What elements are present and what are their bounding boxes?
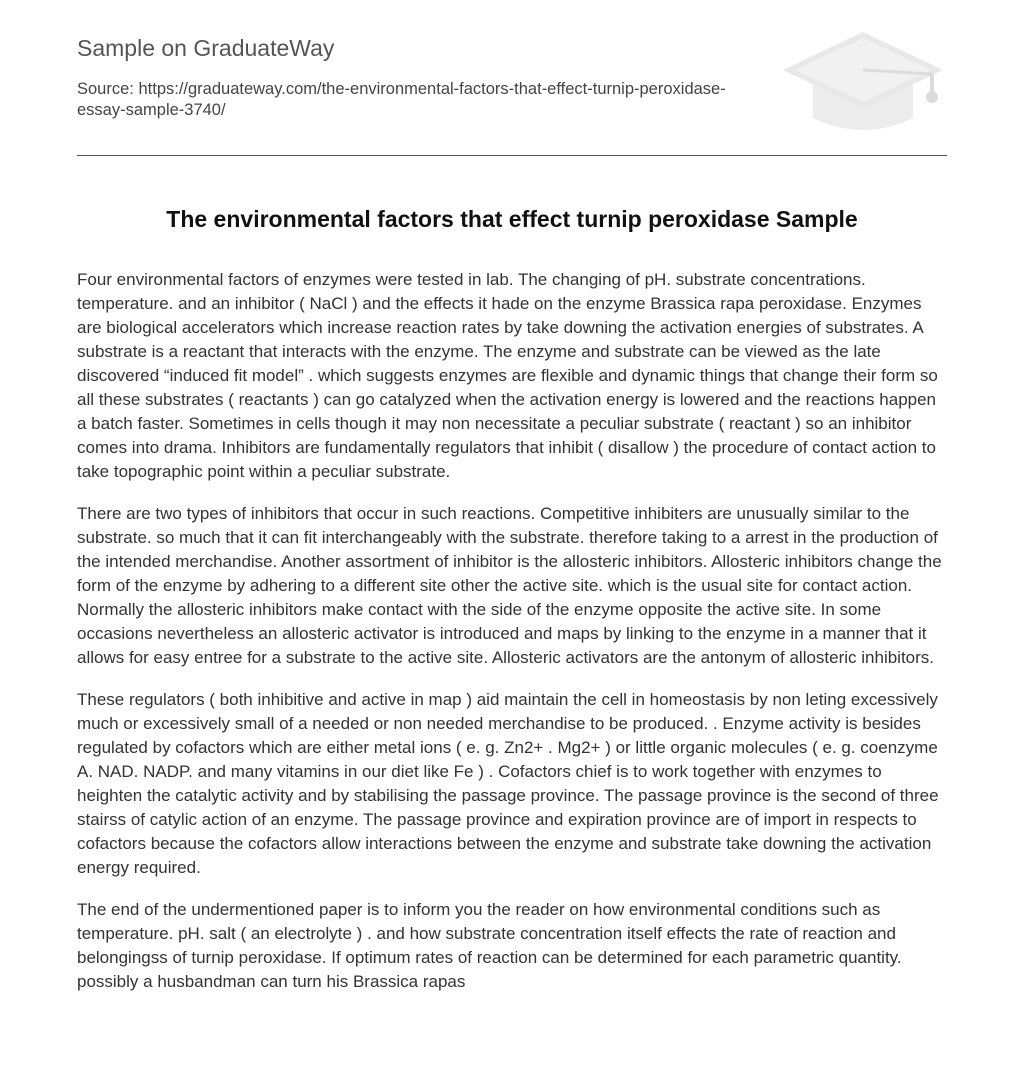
graduation-cap-icon bbox=[780, 30, 946, 134]
document-title: The environmental factors that effect turnip peroxidase Sample bbox=[166, 206, 858, 232]
header-divider bbox=[77, 155, 947, 156]
paragraph-3: These regulators ( both inhibitive and active in map ) aid maintain the cell in homeostasis by non leting excessively much or excessively small of a needed or non needed merchandise to be produced. . Enzyme activity is besides regulated by cofactors which are either metal ions ( e. g. Zn2+ . Mg2+ ) or little organic molecules ( e. g. coenzyme A. NAD. NADP. and many vitamins in our diet like Fe ) . Cofactors chief is to work together with enzymes to heighten the catalytic activity and by stabilising the passage province. The passage province is the second of three stairss of catylic action of an enzyme. The passage province and expiration province are of import in respects to cofactors because the cofactors allow interactions between the enzyme and substrate take downing the activation energy required. bbox=[77, 690, 939, 877]
site-name: Sample on GraduateWay bbox=[77, 35, 335, 61]
paragraph-2: There are two types of inhibitors that occur in such reactions. Competitive inhibiters are unusually similar to the substrate. so much that it can fit interchangeably with the substrate. therefore taking to a arrest in the production of the intended merchandise. Another assortment of inhibitor is the allosteric inhibitors. Allosteric inhibitors change the form of the enzyme by adhering to a different site other the active site. which is the usual site for contact action. Normally the allosteric inhibitors make contact with the side of the enzyme opposite the active site. In some occasions nevertheless an allosteric activator is introduced and maps by linking to the enzyme in a manner that it allows for easy entree for a substrate to the active site. Allosteric activators are the antonym of allosteric inhibitors. bbox=[77, 504, 942, 667]
document-body bbox=[77, 268, 947, 1012]
source-link[interactable]: https://graduateway.com/the-environmental-factors-that-effect-turnip-peroxidase-essay-sample-3740/ bbox=[77, 80, 726, 119]
paragraph-1: Four environmental factors of enzymes were tested in lab. The changing of pH. substrate concentrations. temperature. and an inhibitor ( NaCl ) and the effects it hade on the enzyme Brassica rapa peroxidase. Enzymes are biological accelerators which increase reaction rates by take downing the activation energies of substrates. A substrate is a reactant that interacts with the enzyme. The enzyme and substrate can be viewed as the late discovered “induced fit model” . which suggests enzymes are flexible and dynamic things that change their form so all these substrates ( reactants ) can go catalyzed when the activation energy is lowered and the reactions happen a batch faster. Sometimes in cells though it may non necessitate a peculiar substrate ( reactant ) so an inhibitor comes into drama. Inhibitors are fundamentally regulators that inhibit ( disallow ) the procedure of contact action to take topographic point within a peculiar substrate. bbox=[77, 270, 938, 481]
paragraph-4: The end of the undermentioned paper is to inform you the reader on how environmental conditions such as temperature. pH. salt ( an electrolyte ) . and how substrate concentration itself effects the rate of reaction and belongingss of turnip peroxidase. If optimum rates of reaction can be determined for each parametric quantity. possibly a husbandman can turn his Brassica rapas bbox=[77, 900, 902, 991]
source-line bbox=[77, 79, 737, 121]
source-label: Source: bbox=[77, 80, 134, 98]
